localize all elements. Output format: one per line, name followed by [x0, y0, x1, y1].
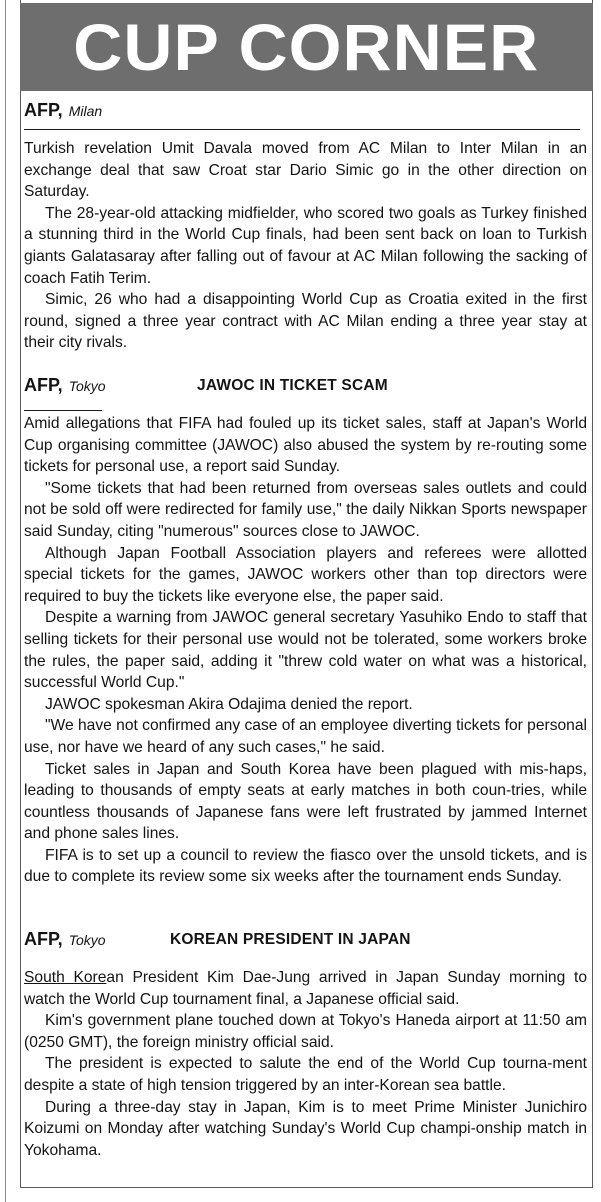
agency: AFP,: [24, 375, 63, 395]
paragraph: The 28-year-old attacking midfielder, who scored two goals as Turkey finished a stunning third in the World Cup finals, had been sent back on loan to Turkish giants Galatasaray after falling out of favour at AC Milan following the sacking of coach Fatih Terim.: [24, 204, 587, 287]
dateline-rule: [24, 129, 580, 130]
paragraph: Simic, 26 who had a disappointing World Cup as Croatia exited in the first round, signed a three year contract with AC Milan ending a three year stay at their city rivals.: [24, 291, 587, 352]
paragraph: Amid allegations that FIFA had fouled up its ticket sales, staff at Japan's World Cup organising committee (JAWOC) also abused the system by re-routing some tickets for personal use, a report said Sunday.: [24, 415, 587, 476]
paragraph: JAWOC spokesman Akira Odajima denied the report.: [45, 695, 413, 713]
story-korean-president: [24, 929, 587, 1159]
story-body: [24, 413, 587, 888]
story-body: [24, 967, 587, 1161]
paragraph: During a three-day stay in Japan, Kim is to meet Prime Minister Junichiro Koizumi on Monday after watching Sunday's World Cup champi-onship match in Yokohama.: [24, 1098, 587, 1159]
paragraph: Turkish revelation Umit Davala moved from AC Milan to Inter Milan in an exchange deal that saw Croat star Dario Simic go in the other direction on Saturday.: [24, 140, 587, 201]
paragraph: The president is expected to salute the end of the World Cup tourna-ment despite a state of high tension triggered by an inter-Korean sea battle.: [24, 1055, 587, 1094]
headline: JAWOC IN TICKET SCAM: [197, 377, 388, 394]
city: Tokyo: [68, 932, 106, 948]
dateline-rule: [24, 410, 102, 411]
paragraph: Despite a warning from JAWOC general secretary Yasuhiko Endo to staff that selling tickets for their personal use would not be tolerated, some workers broke the rules, the paper said, adding it "threw cold water on what was a historical, successful World Cup.": [24, 609, 587, 692]
story-milan: [24, 100, 587, 352]
story-body: [24, 138, 587, 354]
agency: AFP,: [24, 100, 63, 120]
banner: [20, 3, 593, 91]
paragraph: FIFA is to set up a council to review the fiasco over the unsold tickets, and is due to complete its review some six weeks after the tournament ends Sunday.: [24, 846, 587, 886]
story-jawoc: [24, 375, 587, 886]
underlined-lead: South Kore: [24, 969, 107, 986]
headline: KOREAN PRESIDENT IN JAPAN: [170, 931, 411, 948]
agency: AFP,: [24, 929, 63, 949]
banner-title: CUP CORNER: [73, 10, 540, 84]
city: Milan: [68, 103, 103, 119]
city: Tokyo: [68, 378, 106, 394]
paragraph: Although Japan Football Association players and referees were allotted special tickets for the games, JAWOC workers other than top directors were required to buy the tickets like everyone else, the paper said.: [24, 544, 587, 605]
paragraph: Ticket sales in Japan and South Korea have been plagued with mis-haps, leading to thousands of empty seats at early matches in both coun-tries, while countless thousands of Japanese fans were left frustrated by jammed Internet and phone sales lines.: [24, 760, 587, 843]
lead-rest: an President Kim Dae-Jung arrived in Japan Sunday morning to watch the World Cup tournament final, a Japanese official said.: [24, 969, 587, 1008]
paragraph: "Some tickets that had been returned from overseas sales outlets and could not be sold off were redirected for family use," the daily Nikkan Sports newspaper said Sunday, citing "numerous" sources close to JAWOC.: [24, 479, 587, 540]
paragraph: Kim's government plane touched down at Tokyo's Haneda airport at 11:50 am (0250 GMT), the foreign ministry official said.: [24, 1012, 587, 1051]
page-edge-rule: [5, 0, 6, 1202]
paragraph: "We have not confirmed any case of an employee diverting tickets for personal use, nor have we heard of any such cases," he said.: [24, 717, 587, 756]
dateline: [24, 100, 587, 122]
paragraph: [24, 967, 587, 1010]
